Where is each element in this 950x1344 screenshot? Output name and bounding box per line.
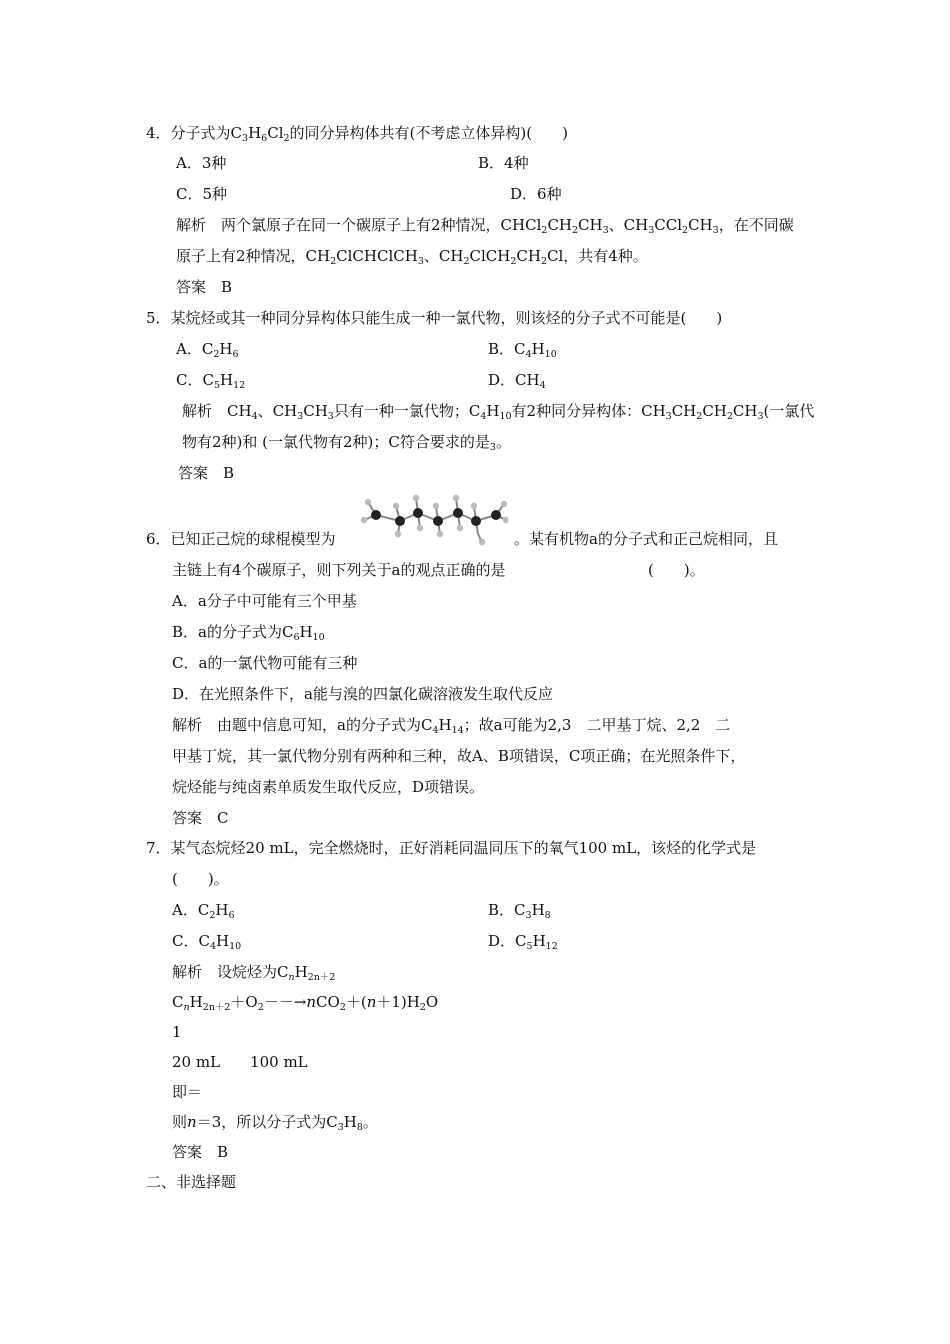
q5-option-b: B．$C_4H_{10}$ [488, 340, 557, 360]
q6-stem-line1-a: 6．已知正己烷的球棍模型为 [146, 530, 336, 548]
q4-option-c: C．5种 [176, 185, 228, 203]
q6-analysis-line2: 甲基丁烷，其一氯代物分别有两种和三种，故A、B项错误，C项正确；在光照条件下， [172, 747, 746, 765]
q4-option-b: B．4种 [478, 154, 529, 172]
q4-analysis-line1: 解析 两个氯原子在同一个碳原子上有2种情况，$CHCl_2CH_2CH_3$、$CH_3CCl_2CH_3$，在不同碳 [176, 216, 794, 236]
q4-option-a: A．3种 [176, 154, 227, 172]
q6-stem-line1-b: 。某有机物a的分子式和正己烷相同，且 [514, 530, 778, 548]
q7-conclusion: 则n＝3，所以分子式为$C_3H_8$。 [172, 1113, 378, 1133]
q7-option-c: C．$C_4H_{10}$ [172, 932, 242, 952]
q6-option-d: D．在光照条件下，a能与溴的四氯化碳溶液发生取代反应 [172, 685, 553, 703]
q7-answer: 答案 B [172, 1143, 229, 1161]
q5-stem: 5．某烷烃或其一种同分异构体只能生成一种一氯代物，则该烃的分子式不可能是( ) [146, 309, 723, 327]
q7-combustion-equation: $C_nH_{2n+2}+O_2--\to nCO_2+(n+1)H_2O$ [172, 993, 439, 1013]
hexane-ball-stick-model [358, 490, 508, 548]
q4-option-d: D．6种 [510, 185, 562, 203]
q5-option-c: C．$C_5H_{12}$ [176, 371, 246, 391]
q5-analysis-line1: 解析 $CH_4$、$CH_3CH_3$只有一种一氯代物；$C_4H_{10}$有2种同分异构体：$CH_3CH_2CH_2CH_3$(一氯代 [182, 402, 815, 422]
q7-stem-line1: 7．某气态烷烃20 mL，完全燃烧时，正好消耗同温同压下的氧气100 mL，该烃的化学式是 [146, 839, 757, 857]
q6-option-a: A．a分子中可能有三个甲基 [172, 592, 357, 610]
q6-option-b: B．a的分子式为$C_6H_{10}$ [172, 623, 325, 643]
q5-answer: 答案 B [178, 464, 235, 482]
q5-analysis-line2: 物有2种)和 (一氯代物有2种)；C符合要求的是$_3$。 [182, 433, 511, 453]
q7-ratio-line: 1 [172, 1023, 182, 1041]
q4-analysis-line2: 原子上有2种情况，$CH_2ClCHClCH_3$、$CH_2ClCH_2CH_2Cl$，共有4种。 [176, 247, 648, 267]
q6-analysis-line3: 烷烃能与纯卤素单质发生取代反应，D项错误。 [172, 778, 485, 796]
q6-analysis-line1: 解析 由题中信息可知，a的分子式为$C_4H_{14}$；故a可能为2,3 二甲基丁烷、2,2 二 [172, 716, 731, 736]
q7-analysis-intro: 解析 设烷烃为$C_nH_{2n+2}$ [172, 963, 336, 983]
q4-stem: 4．分子式为$C_3H_6Cl_2$的同分异构体共有(不考虑立体异构)( ) [146, 124, 568, 144]
q7-stem-line2: ( )。 [172, 870, 229, 888]
q6-stem-line2-a: 主链上有4个碳原子，则下列关于a的观点正确的是 [172, 561, 506, 579]
q7-option-b: B．$C_3H_8$ [488, 901, 551, 921]
q6-answer: 答案 C [172, 809, 229, 827]
q5-option-d: D．$CH_4$ [488, 371, 546, 391]
q5-option-a: A．$C_2H_6$ [176, 340, 239, 360]
q6-stem-line2-b: ( )。 [648, 561, 705, 579]
section-heading: 二、非选择题 [146, 1173, 237, 1191]
q7-option-d: D．$C_5H_{12}$ [488, 932, 558, 952]
q4-answer: 答案 B [176, 278, 233, 296]
q7-volume-line: 20 mL 100 mL [172, 1053, 308, 1071]
q7-equals-line: 即＝ [172, 1083, 203, 1101]
q7-option-a: A．$C_2H_6$ [172, 901, 235, 921]
q6-option-c: C．a的一氯代物可能有三种 [172, 654, 358, 672]
